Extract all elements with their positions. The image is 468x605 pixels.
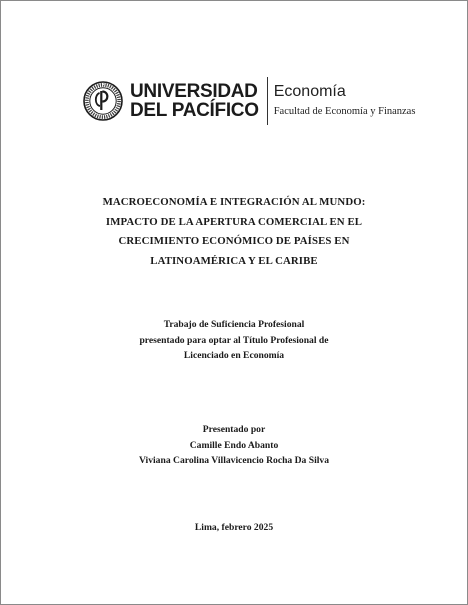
title-line: CRECIMIENTO ECONÓMICO DE PAÍSES EN	[118, 235, 350, 247]
thesis-line: Trabajo de Suficiencia Profesional	[163, 319, 305, 330]
university-logo	[83, 73, 415, 129]
place-date-text: Lima, febrero 2025	[194, 522, 274, 533]
authors-section	[1, 422, 467, 469]
title-line: IMPACTO DE LA APERTURA COMERCIAL EN EL	[105, 215, 363, 228]
logo-divider	[267, 77, 268, 125]
thesis-line: Licenciado en Economía	[183, 350, 285, 361]
thesis-line: presentado para optar al Título Profesional de	[139, 334, 329, 346]
place-date	[1, 520, 467, 535]
university-seal-icon	[83, 81, 123, 121]
faculty-name	[274, 82, 416, 120]
faculty-full-name: Facultad de Economía y Finanzas	[273, 106, 416, 117]
document-title	[1, 193, 467, 271]
author-name: Camille Endo Abanto	[189, 439, 279, 451]
title-line: LATINOAMÉRICA Y EL CARIBE	[150, 254, 318, 267]
thesis-description	[1, 317, 467, 364]
author-name: Viviana Carolina Villavicencio Rocha Da Silva	[138, 455, 330, 466]
university-name-line2: DEL PACÍFICO	[130, 100, 259, 121]
university-name	[130, 82, 259, 120]
department-name: Economía	[273, 83, 346, 100]
authors-heading: Presentado por	[202, 424, 266, 435]
university-name-line1: UNIVERSIDAD	[130, 81, 258, 102]
title-line: MACROECONOMÍA E INTEGRACIÓN AL MUNDO:	[102, 196, 366, 208]
